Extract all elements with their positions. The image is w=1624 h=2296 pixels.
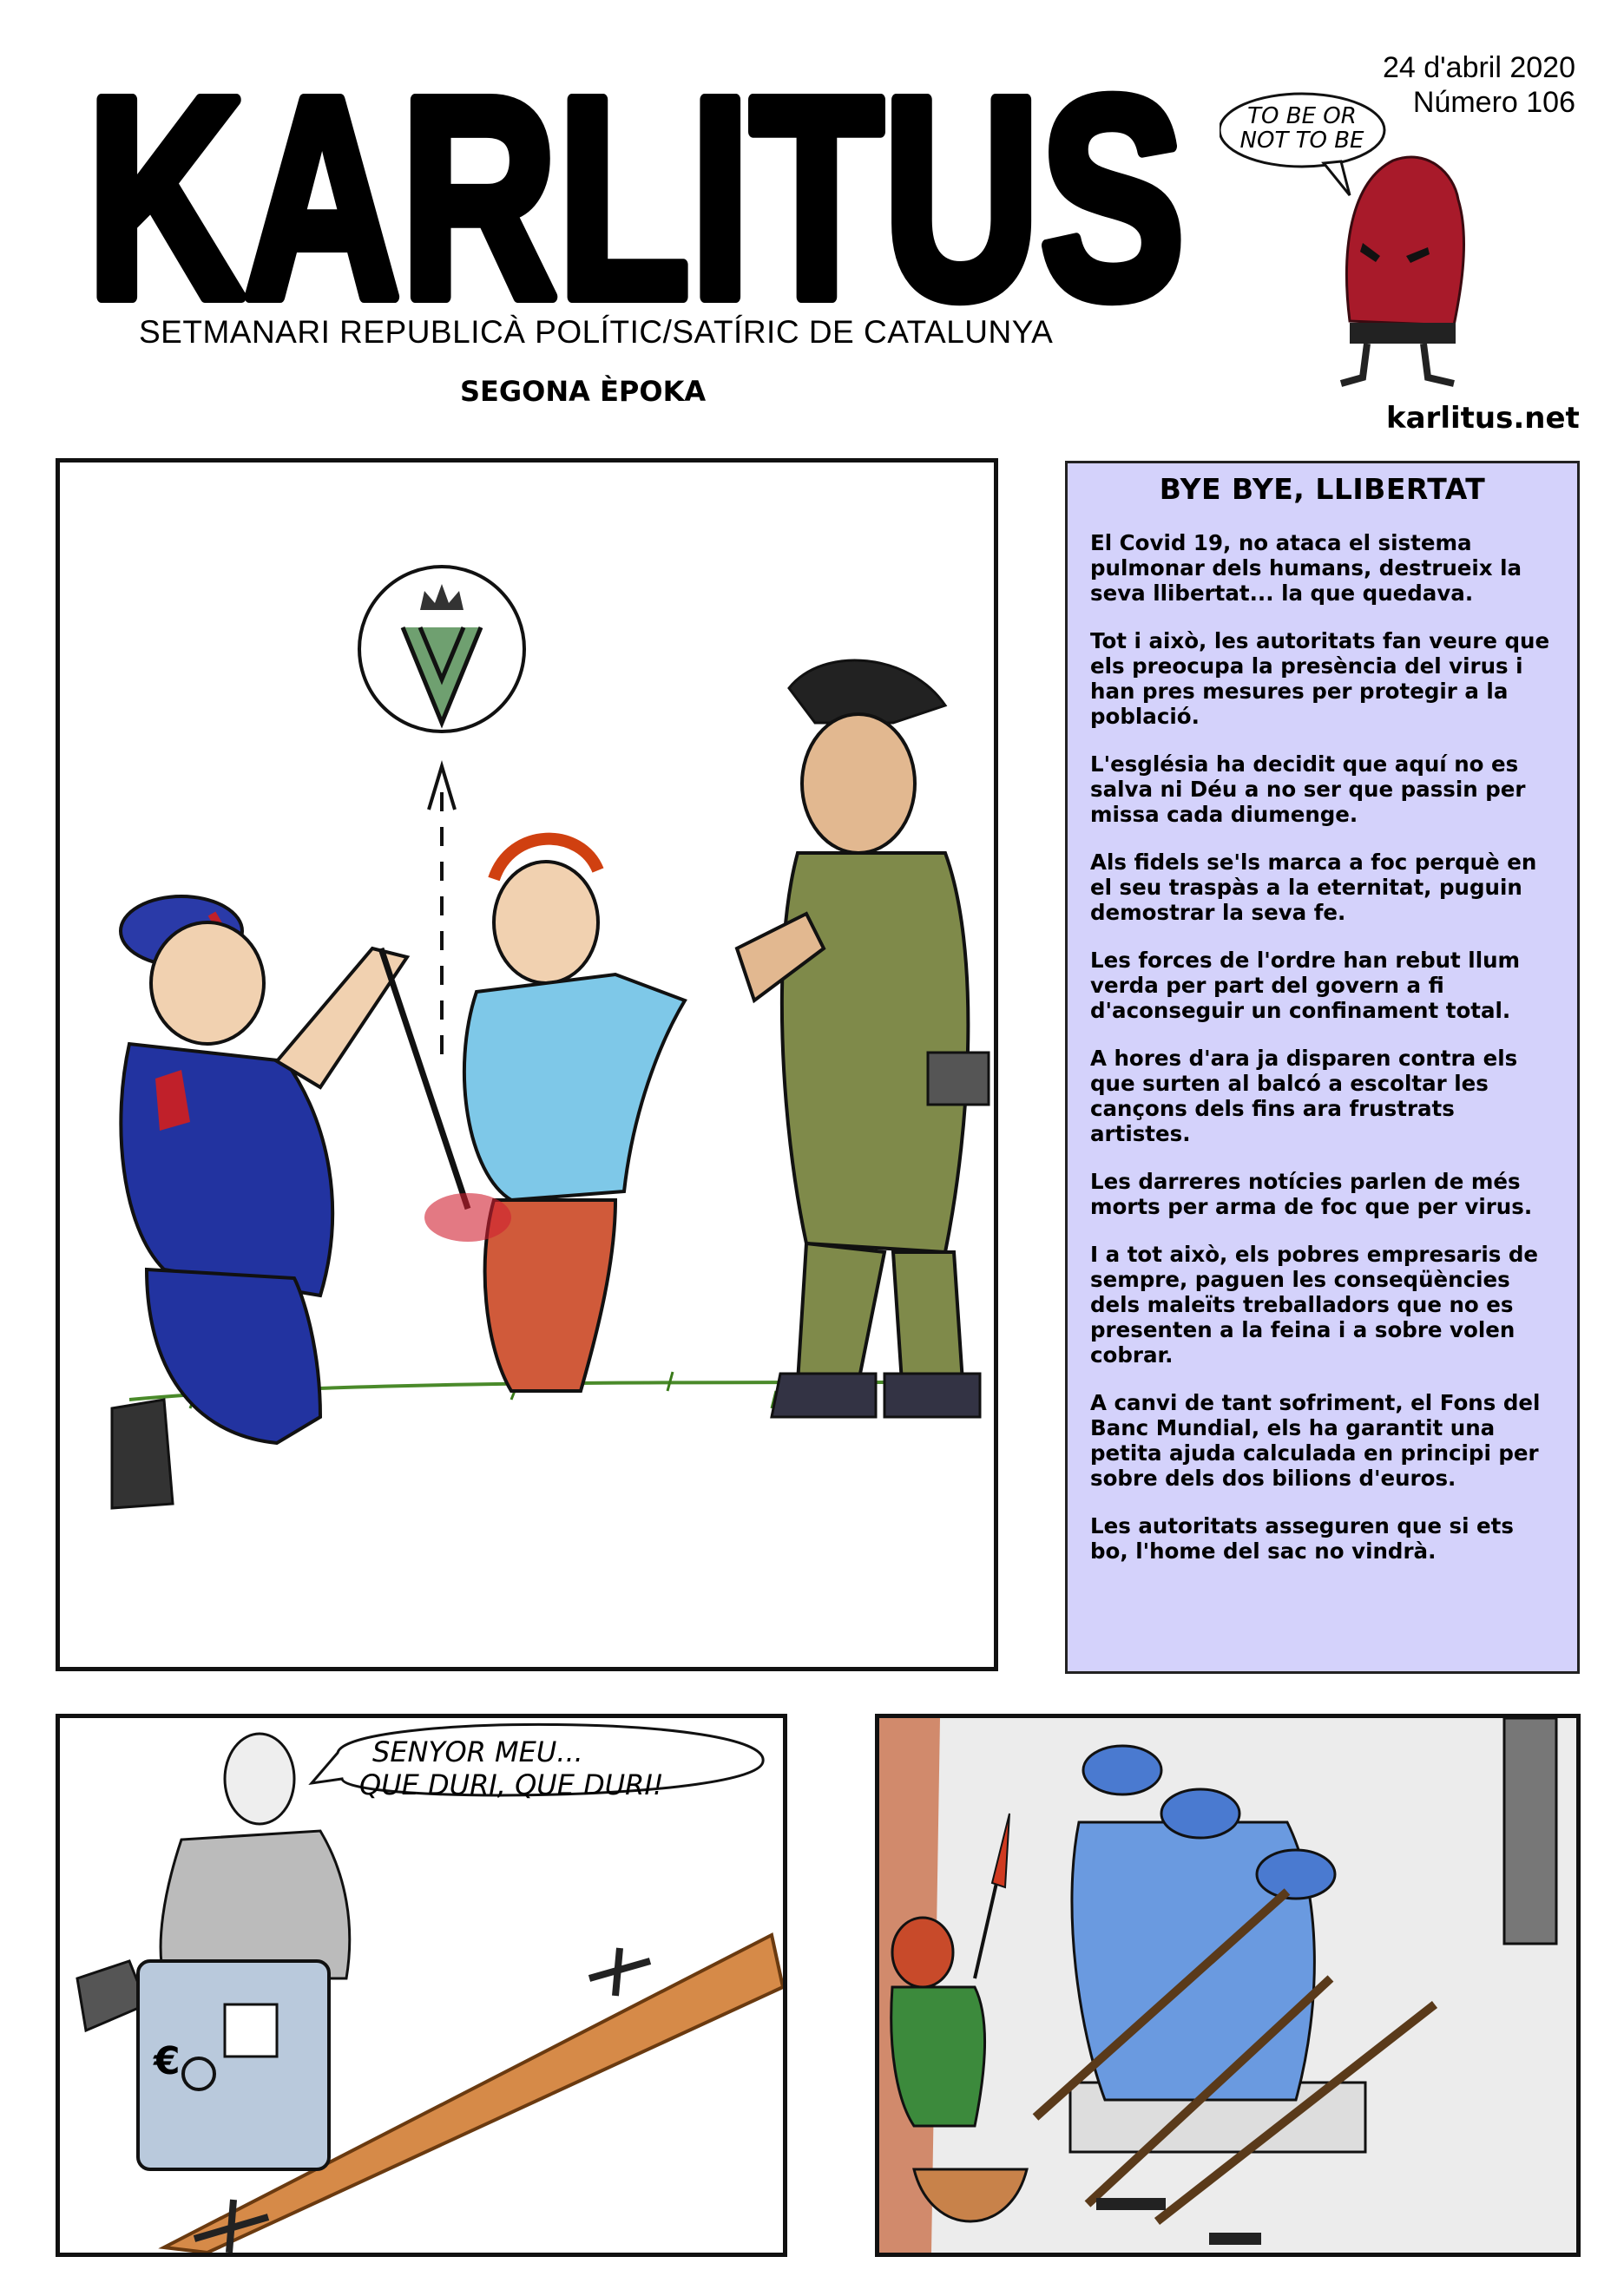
article-paragraph: Als fidels se'ls marca a foc perquè en el seu traspàs a la eternitat, puguin demostrar la seva fe. [1090,850,1537,925]
article-paragraph: A canvi de tant sofriment, el Fons del Banc Mundial, els ha garantit una petita ajuda calculada en principi per sobre dels dos bilions d'euros. [1090,1390,1541,1491]
issue-number: Número 106 [1412,86,1575,119]
kneeling-police-officer [112,896,468,1508]
mascot-speech-bubble [1220,94,1384,195]
mascot-speech-line2: NOT TO BE [1239,128,1364,154]
editorial-article [1065,461,1580,1674]
money-safe [138,1961,329,2169]
article-paragraph: Tot i això, les autoritats fan veure que els preocupa la presència del virus i han pres mesures per protegir a la població. [1090,628,1550,729]
main-cartoon [56,458,998,1671]
article-paragraph: Les autoritats asseguren que si ets bo, l'home del sac no vindrà. [1090,1513,1514,1564]
article-paragraph: I a tot això, els pobres empresaris de sempre, paguen les conseqüències dels maleïts treballadors que no es presenten a la feina i a sobre volen cobrar. [1090,1242,1538,1368]
article-paragraph: A hores d'ara ja disparen contra els que surten al balcó a escoltar les cançons dels fins ara frustrats artistes. [1090,1046,1518,1146]
masthead-title: KARLITUS [87,45,1185,314]
cartoon-praying-banker [56,1714,787,2257]
article-paragraph: El Covid 19, no ataca el sistema pulmonar dels humans, destrueix la seva llibertat... la que quedava. [1090,530,1522,606]
euro-symbol: € [154,2039,181,2083]
cartoon-balcony-police [875,1714,1581,2257]
masthead-subtitle: SETMANARI REPUBLICÀ POLÍTIC/SATÍRIC DE CATALUNYA [139,314,1054,350]
article-paragraph: Les darreres notícies parlen de més morts per arma de foc que per virus. [1090,1169,1533,1219]
mascot-hooded-figure [1341,157,1463,384]
issue-date: 24 d'abril 2020 [1383,51,1575,84]
young-protester [424,839,685,1391]
speech-line1: SENYOR MEU... [372,1735,583,1768]
article-title: BYE BYE, LLIBERTAT [1159,472,1486,506]
edition-label: SEGONA ÈPOKA [460,375,707,408]
article-paragraph: L'església ha decidit que aquí no es salva ni Déu a no ser que passin per missa cada diumenge. [1090,751,1526,827]
website-link[interactable]: karlitus.net [1386,401,1580,436]
article-paragraph: Les forces de l'ordre han rebut llum verda per part del govern a fi d'aconseguir un confinament total. [1090,948,1521,1023]
mascot-speech-line1: TO BE OR [1247,103,1357,129]
speech-line2: QUE DURI, QUE DURI! [359,1768,664,1801]
speech-bubble [312,1724,763,1801]
civil-guard-officer [737,660,989,1417]
masthead-logo [87,45,1189,314]
mascot-illustration [1220,78,1497,399]
